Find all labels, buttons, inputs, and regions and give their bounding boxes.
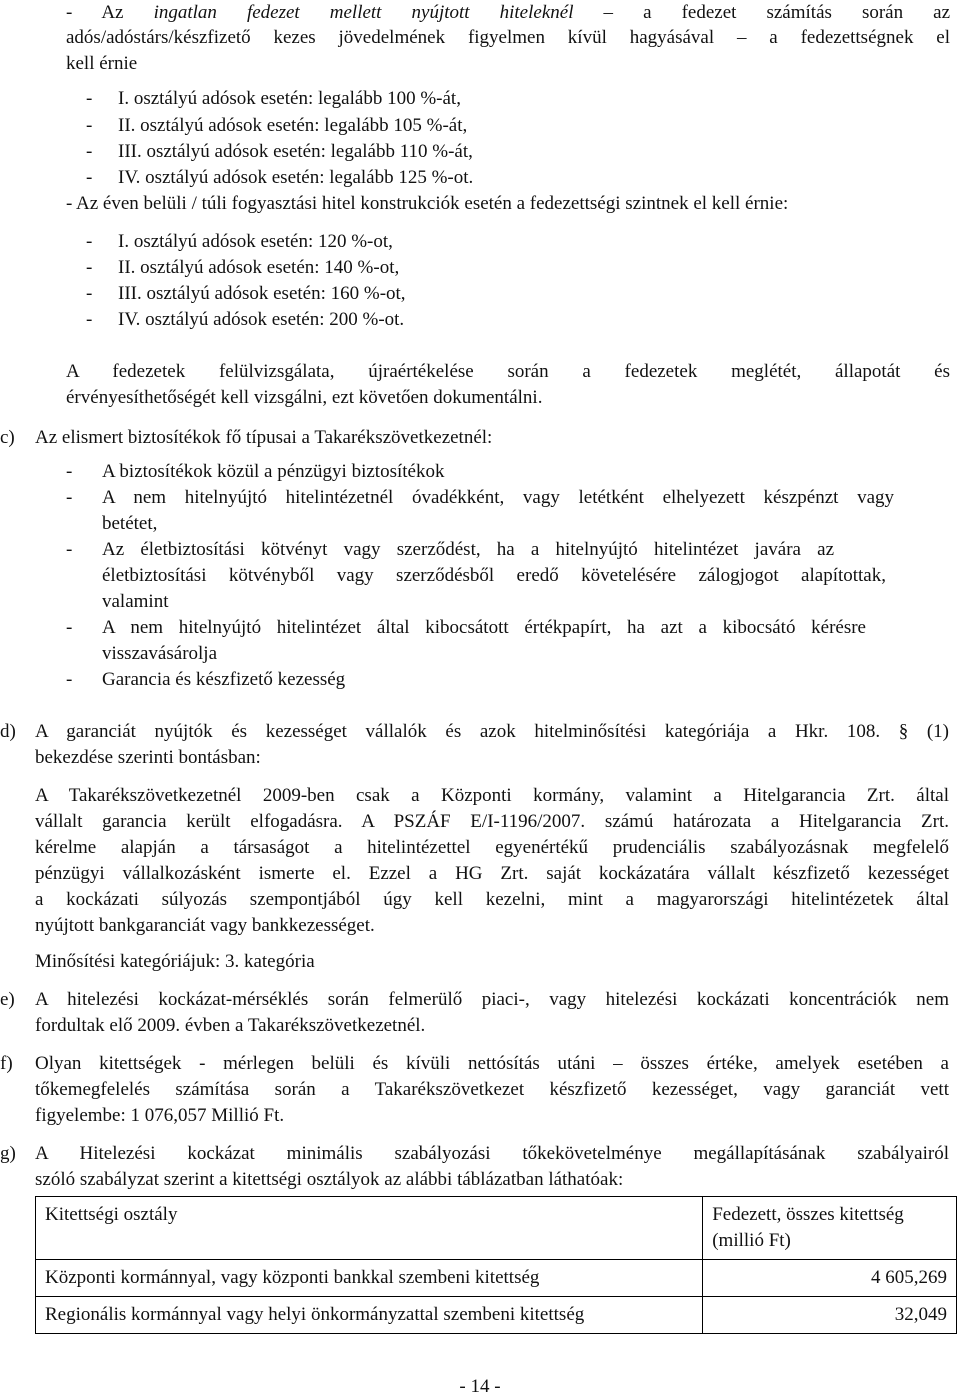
table-cell-label: Központi kormánnyal, vagy központi bankkal szembeni kitettség	[36, 1260, 703, 1297]
section-d-para: vállalt garancia került elfogadásra. A PSZÁF E/I-1196/2007. számú határozata a Hitelgarancia Zrt.	[35, 811, 949, 832]
section-c-item-cont: valamint	[102, 591, 169, 612]
section-e-label: e)	[0, 989, 15, 1010]
list-dash: -	[86, 231, 93, 252]
section-c-item: A nem hitelnyújtó hitelintézetnél óvadékként, vagy letétként elhelyezett készpénzt vagy	[102, 487, 894, 508]
section-c-label: c)	[0, 427, 15, 448]
section-c-item: Az életbiztosítási kötvényt vagy szerződést, ha a hitelnyújtó hitelintézet javára az	[102, 539, 834, 560]
intro-rest: – a fedezet számítás során az	[603, 2, 951, 23]
intro-prefix: - Az	[66, 2, 124, 23]
section-f-label: f)	[0, 1053, 13, 1074]
section-d-line-1: A garanciát nyújtók és kezességet vállalók és azok hitelminősítési kategóriája a Hkr. 108. § (1)	[35, 721, 949, 742]
section-e-line-2: fordultak elő 2009. évben a Takarékszövetkezetnél.	[35, 1015, 426, 1036]
list-b-item: IV. osztályú adósok esetén: 200 %-ot.	[118, 309, 405, 330]
list-dash: -	[86, 283, 93, 304]
list-a-item: IV. osztályú adósok esetén: legalább 125 %-ot.	[118, 167, 474, 188]
section-d-para: a kockázati súlyozás szempontjából úgy kell kezelni, mint a magyarországi hitelintézetek által	[35, 889, 949, 910]
list-dash: -	[86, 88, 93, 109]
list-b-item: III. osztályú adósok esetén: 160 %-ot,	[118, 283, 406, 304]
table-cell-value: 32,049	[703, 1297, 957, 1334]
section-g-label: g)	[0, 1143, 16, 1164]
section-d-label: d)	[0, 721, 16, 742]
section-e-line-1: A hitelezési kockázat-mérséklés során felmerülő piaci-, vagy hitelezési kockázati koncentrációk nem	[35, 989, 949, 1010]
intro-line-3: kell érnie	[66, 53, 138, 74]
list-dash: -	[66, 617, 73, 638]
section-c-item-cont: visszavásárolja	[102, 643, 218, 664]
review-line-1: A fedezetek felülvizsgálata, újraértékelése során a fedezetek meglétét, állapotát és	[66, 361, 950, 382]
section-d-para: pénzügyi vállalkozásként ismerte el. Ezzel a HG Zrt. saját kockázatára vállalt készfizető kezességet	[35, 863, 949, 884]
table-header-cell: Fedezett, összes kitettség (millió Ft)	[703, 1197, 957, 1260]
section-c-item-cont: életbiztosítási kötvényből vagy szerződésből eredő követelésére zálogjogot alapítottak,	[102, 565, 886, 586]
list-b-item: II. osztályú adósok esetén: 140 %-ot,	[118, 257, 400, 278]
list-a-item: II. osztályú adósok esetén: legalább 105 %-át,	[118, 115, 468, 136]
list-dash: -	[86, 167, 93, 188]
list-dash: -	[66, 669, 73, 690]
table-row	[36, 1297, 957, 1334]
exposure-table	[35, 1196, 957, 1334]
section-c-item-cont: betétet,	[102, 513, 158, 534]
page-number: - 14 -	[459, 1376, 501, 1397]
section-d-para: kérelme alapján a társaságot a hitelintézettel egyenértékű prudenciális szabályozásnak megfelelő	[35, 837, 949, 858]
list-dash: -	[86, 309, 93, 330]
table-header-cell: Kitettségi osztály	[36, 1197, 703, 1260]
section-f-line: figyelembe: 1 076,057 Millió Ft.	[35, 1105, 285, 1126]
section-c-title: Az elismert biztosítékok fő típusai a Takarékszövetkezetnél:	[35, 427, 493, 448]
section-d-para: A Takarékszövetkezetnél 2009-ben csak a Központi kormány, valamint a Hitelgarancia Zrt. által	[35, 785, 949, 806]
section-f-line: tőkemegfelelés számítása során a Takarékszövetkezet készfizető kezességet, vagy garanciát vett	[35, 1079, 949, 1100]
list-dash: -	[86, 257, 93, 278]
section-d-para: nyújtott bankgaranciát vagy bankkezességet.	[35, 915, 375, 936]
list-a-item: I. osztályú adósok esetén: legalább 100 %-át,	[118, 88, 461, 109]
intro-italic: ingatlan fedezet mellett nyújtott hiteleknél	[153, 2, 574, 23]
section-d-line-2: bekezdése szerinti bontásban:	[35, 747, 261, 768]
table-cell-label: Regionális kormánnyal vagy helyi önkormányzattal szembeni kitettség	[36, 1297, 703, 1334]
review-line-2: érvényesíthetőségét kell vizsgálni, ezt követően dokumentálni.	[66, 387, 543, 408]
table-cell-value: 4 605,269	[703, 1260, 957, 1297]
list-b-item: I. osztályú adósok esetén: 120 %-ot,	[118, 231, 393, 252]
section-g-line-2: szóló szabályzat szerint a kitettségi osztályok az alábbi táblázatban láthatóak:	[35, 1169, 624, 1190]
section-f-line: Olyan kitettségek - mérlegen belüli és kívüli nettósítás utáni – összes értéke, amelyek esetében a	[35, 1053, 949, 1074]
list-dash: -	[66, 461, 73, 482]
rating-category: Minősítési kategóriájuk: 3. kategória	[35, 951, 315, 972]
table-header-row	[36, 1197, 957, 1260]
list-dash: -	[86, 141, 93, 162]
list-dash: -	[66, 539, 73, 560]
section-c-item: A biztosítékok közül a pénzügyi biztosítékok	[102, 461, 445, 482]
intro-line-1	[66, 0, 950, 26]
consumer-credit-intro: - Az éven belüli / túli fogyasztási hitel konstrukciók esetén a fedezettségi szintnek el kell érnie:	[66, 193, 789, 214]
section-c-item: A nem hitelnyújtó hitelintézet által kibocsátott értékpapírt, ha azt a kibocsátó kérésre	[102, 617, 866, 638]
list-dash: -	[86, 115, 93, 136]
section-c-item: Garancia és készfizető kezesség	[102, 669, 346, 690]
section-g-line-1: A Hitelezési kockázat minimális szabályozási tőkekövetelménye megállapításának szabályairól	[35, 1143, 949, 1164]
list-dash: -	[66, 487, 73, 508]
table-row	[36, 1260, 957, 1297]
intro-line-2: adós/adóstárs/készfizető kezes jövedelmének figyelmen kívül hagyásával – a fedezettségnek el	[66, 27, 950, 48]
list-a-item: III. osztályú adósok esetén: legalább 110 %-át,	[118, 141, 473, 162]
